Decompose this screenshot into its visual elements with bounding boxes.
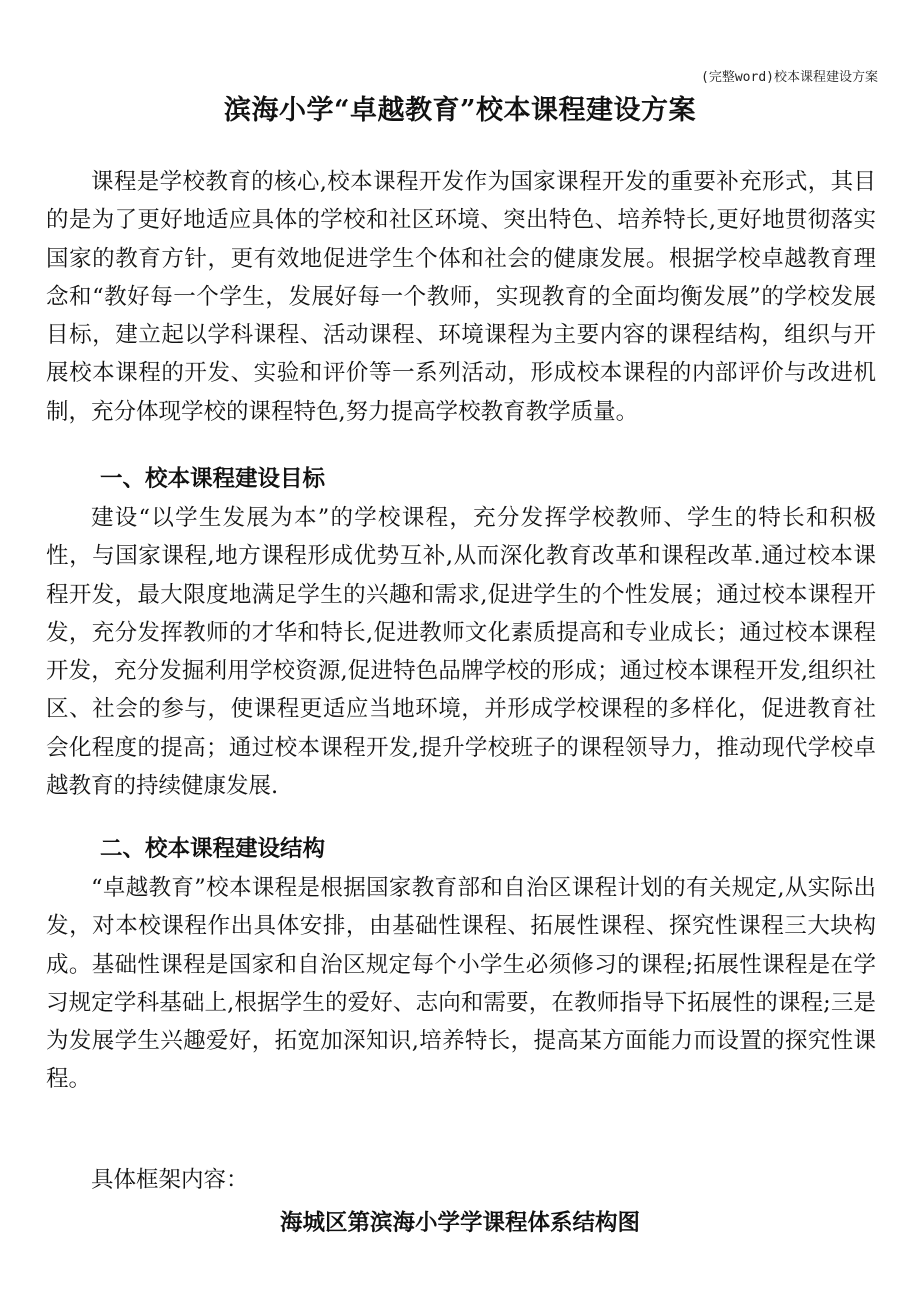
section-heading-structure: 二、校本课程建设结构: [100, 836, 326, 862]
section-body-goals: 建设“以学生发展为本”的学校课程，充分发挥学校教师、学生的特长和积极性，与国家课程,地方课程形成优势互补,从而深化教育改革和课程改革.通过校本课程开发，最大限度地满足学生的兴趣和需求,促进学生的个性发展；通过校本课程开发，充分发挥教师的才华和特长,促进教师文化素质提高和专业成长；通过校本课程开发，充分发掘利用学校资源,促进特色品牌学校的形成；通过校本课程开发,组织社区、社会的参与，使课程更适应当地环境，并形成学校课程的多样化，促进教育社会化程度的提高；通过校本课程开发,提升学校班子的课程领导力，推动现代学校卓越教育的持续健康发展.: [46, 505, 876, 800]
structure-chart-title: 海城区第滨海小学学课程体系结构图: [279, 1210, 640, 1236]
section-body-structure: “卓越教育”校本课程是根据国家教育部和自治区课程计划的有关规定,从实际出发，对本校课程作出具体安排，由基础性课程、拓展性课程、探究性课程三大块构成。基础性课程是国家和自治区规定每个小学生必须修习的课程;拓展性课程是在学习规定学科基础上,根据学生的爱好、志向和需要，在教师指导下拓展性的课程;三是为发展学生兴趣爱好，拓宽加深知识,培养特长，提高某方面能力而设置的探究性课程。: [46, 875, 876, 1093]
framework-label: 具体框架内容：: [91, 1167, 249, 1193]
document-title: 滨海小学“卓越教育”校本课程建设方案: [223, 95, 697, 126]
section-heading-goals: 一、校本课程建设目标: [100, 466, 326, 492]
intro-paragraph: 课程是学校教育的核心,校本课程开发作为国家课程开发的重要补充形式，其目的是为了更好地适应具体的学校和社区环境、突出特色、培养特长,更好地贯彻落实国家的教育方针，更有效地促进学生个体和社会的健康发展。根据学校卓越教育理念和“教好每一个学生，发展好每一个教师，实现教育的全面均衡发展”的学校发展目标，建立起以学科课程、活动课程、环境课程为主要内容的课程结构，组织与开展校本课程的开发、实验和评价等一系列活动，形成校本课程的内部评价与改进机制，充分体现学校的课程特色,努力提高学校教育教学质量。: [46, 169, 876, 425]
header-note: (完整word)校本课程建设方案: [701, 70, 878, 85]
